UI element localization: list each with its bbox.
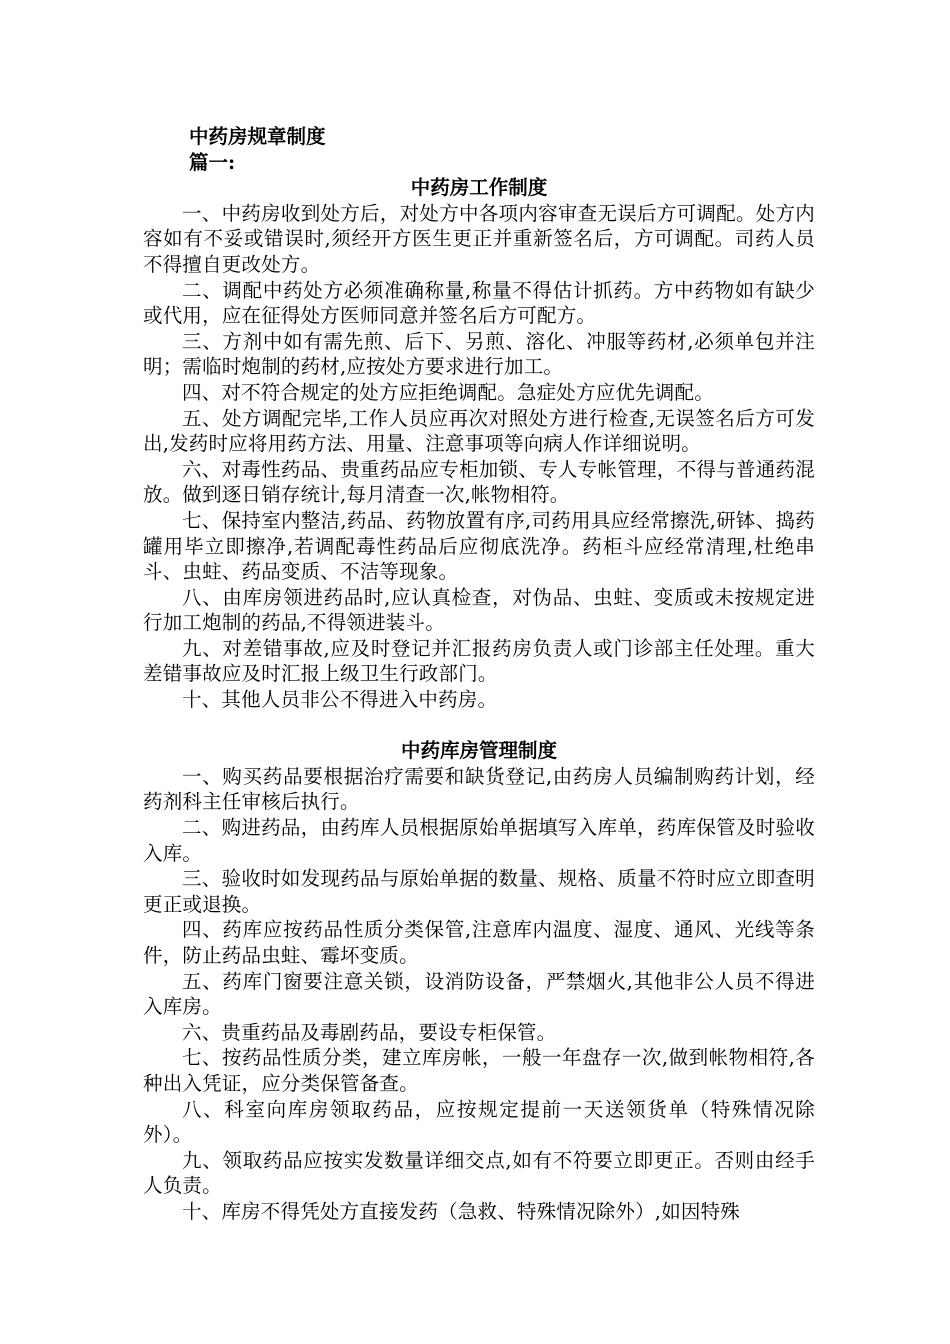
rule-paragraph: 二、购进药品，由药库人员根据原始单据填写入库单，药库保管及时验收入库。	[143, 816, 815, 865]
rule-paragraph: 八、由库房领进药品时,应认真检查，对伪品、虫蛀、变质或未按规定进行加工炮制的药品,不得领进装斗。	[143, 585, 815, 635]
section-warehouse-rules	[143, 738, 815, 1224]
section-title: 中药房工作制度	[410, 176, 548, 200]
rule-paragraph: 四、药库应按药品性质分类保管,注意库内温度、湿度、通风、光线等条件，防止药品虫蛀、霉坏变质。	[143, 918, 815, 967]
rule-paragraph: 三、方剂中如有需先煎、后下、另煎、溶化、冲服等药材,必须单包并注明；需临时炮制的药材,应按处方要求进行加工。	[143, 329, 815, 379]
rule-paragraph: 四、对不符合规定的处方应拒绝调配。急症处方应优先调配。	[182, 380, 714, 404]
section-title: 中药库房管理制度	[400, 739, 557, 763]
part-label: 篇一:	[189, 150, 236, 174]
rule-paragraph: 五、处方调配完毕,工作人员应再次对照处方进行检查,无误签名后方可发出,发药时应将用药方法、用量、注意事项等向病人作详细说明。	[143, 406, 815, 456]
rule-paragraph: 八、科室向库房领取药品，应按规定提前一天送领货单（特殊情况除外）。	[143, 1097, 815, 1147]
rule-paragraph: 六、贵重药品及毒剧药品，要设专柜保管。	[182, 1020, 557, 1044]
rule-paragraph: 一、购买药品要根据治疗需要和缺货登记,由药房人员编制购药计划，经药剂科主任审核后执行。	[143, 764, 815, 814]
rule-paragraph: 七、按药品性质分类，建立库房帐，一般一年盘存一次,做到帐物相符,各种出入凭证，应分类保管备查。	[143, 1046, 815, 1095]
rule-paragraph: 一、中药房收到处方后，对处方中各项内容审查无误后方可调配。处方内容如有不妥或错误时,须经开方医生更正并重新签名后，方可调配。司药人员不得擅自更改处方。	[143, 201, 815, 276]
document-title: 中药房规章制度	[189, 125, 326, 148]
rule-paragraph: 三、验收时如发现药品与原始单据的数量、规格、质量不符时应立即查明更正或退换。	[143, 867, 815, 916]
rule-paragraph: 十、其他人员非公不得进入中药房。	[182, 688, 498, 712]
rule-paragraph: 二、调配中药处方必须准确称量,称量不得估计抓药。方中药物如有缺少或代用，应在征得处方医师同意并签名后方可配方。	[143, 278, 815, 328]
rule-paragraph: 七、保持室内整洁,药品、药物放置有序,司药用具应经常擦洗,研钵、捣药罐用毕立即擦净,若调配毒性药品后应彻底洗净。药柜斗应经常清理,杜绝串斗、虫蛀、药品变质、不洁等现象。	[143, 508, 815, 584]
rule-paragraph: 五、药库门窗要注意关锁，设消防设备，严禁烟火,其他非公人员不得进入库房。	[143, 969, 815, 1019]
document-body	[143, 124, 815, 1225]
rule-paragraph: 十、库房不得凭处方直接发药（急救、特殊情况除外）,如因特殊	[182, 1199, 740, 1223]
section-pharmacy-work-rules	[143, 175, 815, 712]
section-spacer	[143, 713, 815, 739]
rule-paragraph: 九、对差错事故,应及时登记并汇报药房负责人或门诊部主任处理。重大差错事故应及时汇报上级卫生行政部门。	[143, 636, 815, 686]
rule-paragraph: 六、对毒性药品、贵重药品应专柜加锁、专人专帐管理，不得与普通药混放。做到逐日销存统计,每月清查一次,帐物相符。	[143, 457, 815, 507]
rule-paragraph: 九、领取药品应按实发数量详细交点,如有不符要立即更正。否则由经手人负责。	[143, 1148, 815, 1198]
